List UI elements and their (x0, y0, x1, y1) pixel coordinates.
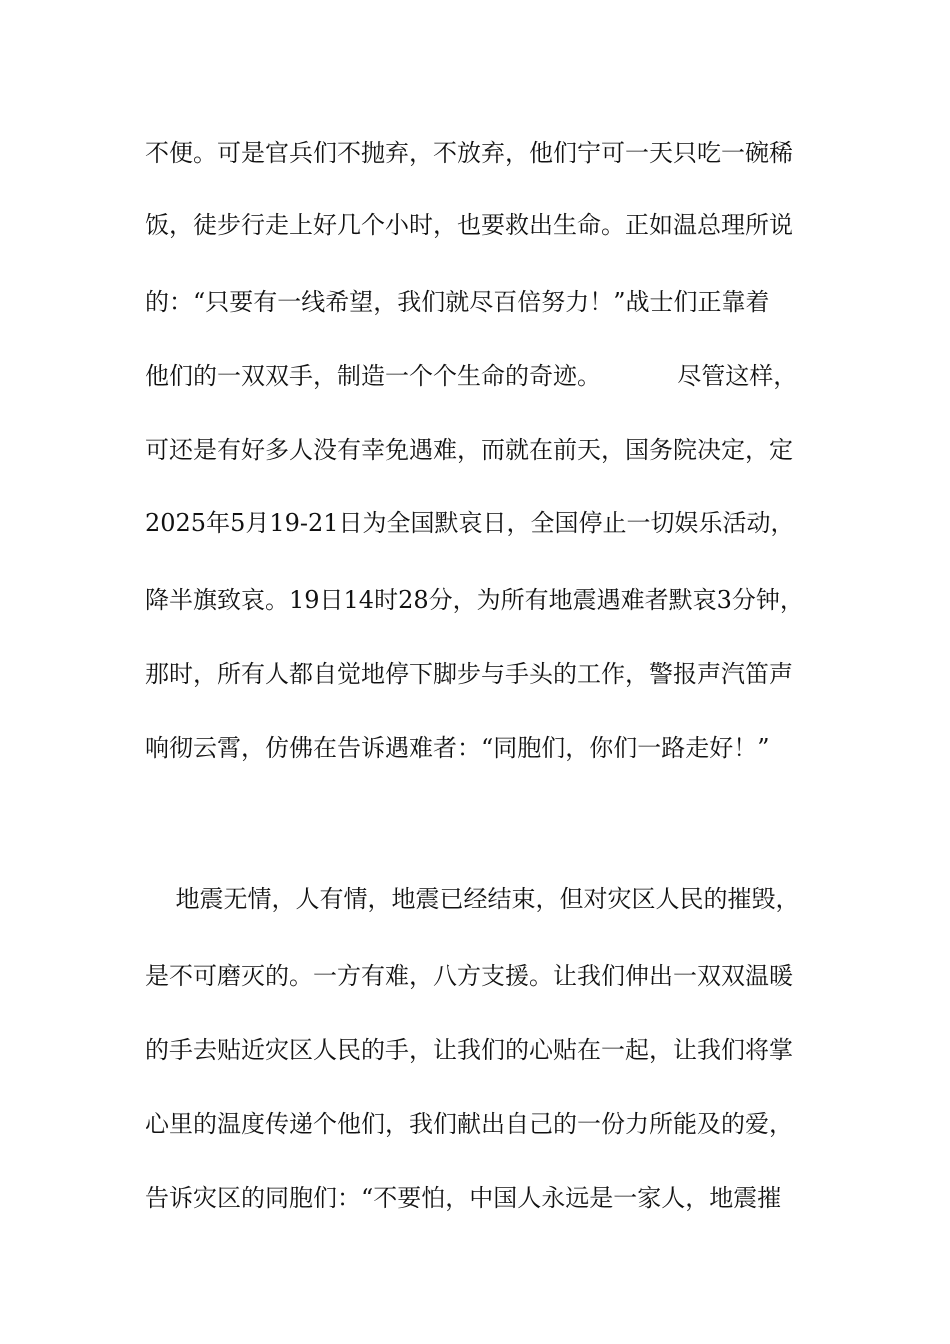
text-line: 的：“只要有一线希望，我们就尽百倍努力！”战士们正靠着 (145, 288, 770, 316)
text-line: 2025年5月19-21日为全国默哀日，全国停止一切娱乐活动， (145, 509, 795, 537)
text-line: 告诉灾区的同胞们：“不要怕，中国人永远是一家人，地震摧 (145, 1184, 782, 1212)
text-line: 那时，所有人都自觉地停下脚步与手头的工作，警报声汽笛声 (145, 660, 793, 688)
text-line: 不便。可是官兵们不抛弃，不放弃，他们宁可一天只吃一碗稀 (145, 139, 793, 167)
text-line: 可还是有好多人没有幸免遇难，而就在前天，国务院决定，定 (145, 436, 793, 464)
text-line: 他们的一双双手，制造一个个生命的奇迹。 尽管这样， (145, 362, 798, 390)
text-line: 降半旗致哀。19日14时28分，为所有地震遇难者默哀3分钟， (145, 586, 804, 614)
text-line: 心里的温度传递个他们，我们献出自己的一份力所能及的爱， (145, 1110, 793, 1138)
text-line: 的手去贴近灾区人民的手，让我们的心贴在一起，让我们将掌 (145, 1036, 793, 1064)
text-line: 地震无情，人有情，地震已经结束，但对灾区人民的摧毁， (145, 885, 800, 913)
text-line: 饭，徒步行走上好几个小时，也要救出生命。正如温总理所说 (145, 211, 793, 239)
text-line: 响彻云霄，仿佛在告诉遇难者：“同胞们，你们一路走好！” (145, 734, 770, 762)
text-line: 是不可磨灭的。一方有难，八方支援。让我们伸出一双双温暖 (145, 962, 793, 990)
